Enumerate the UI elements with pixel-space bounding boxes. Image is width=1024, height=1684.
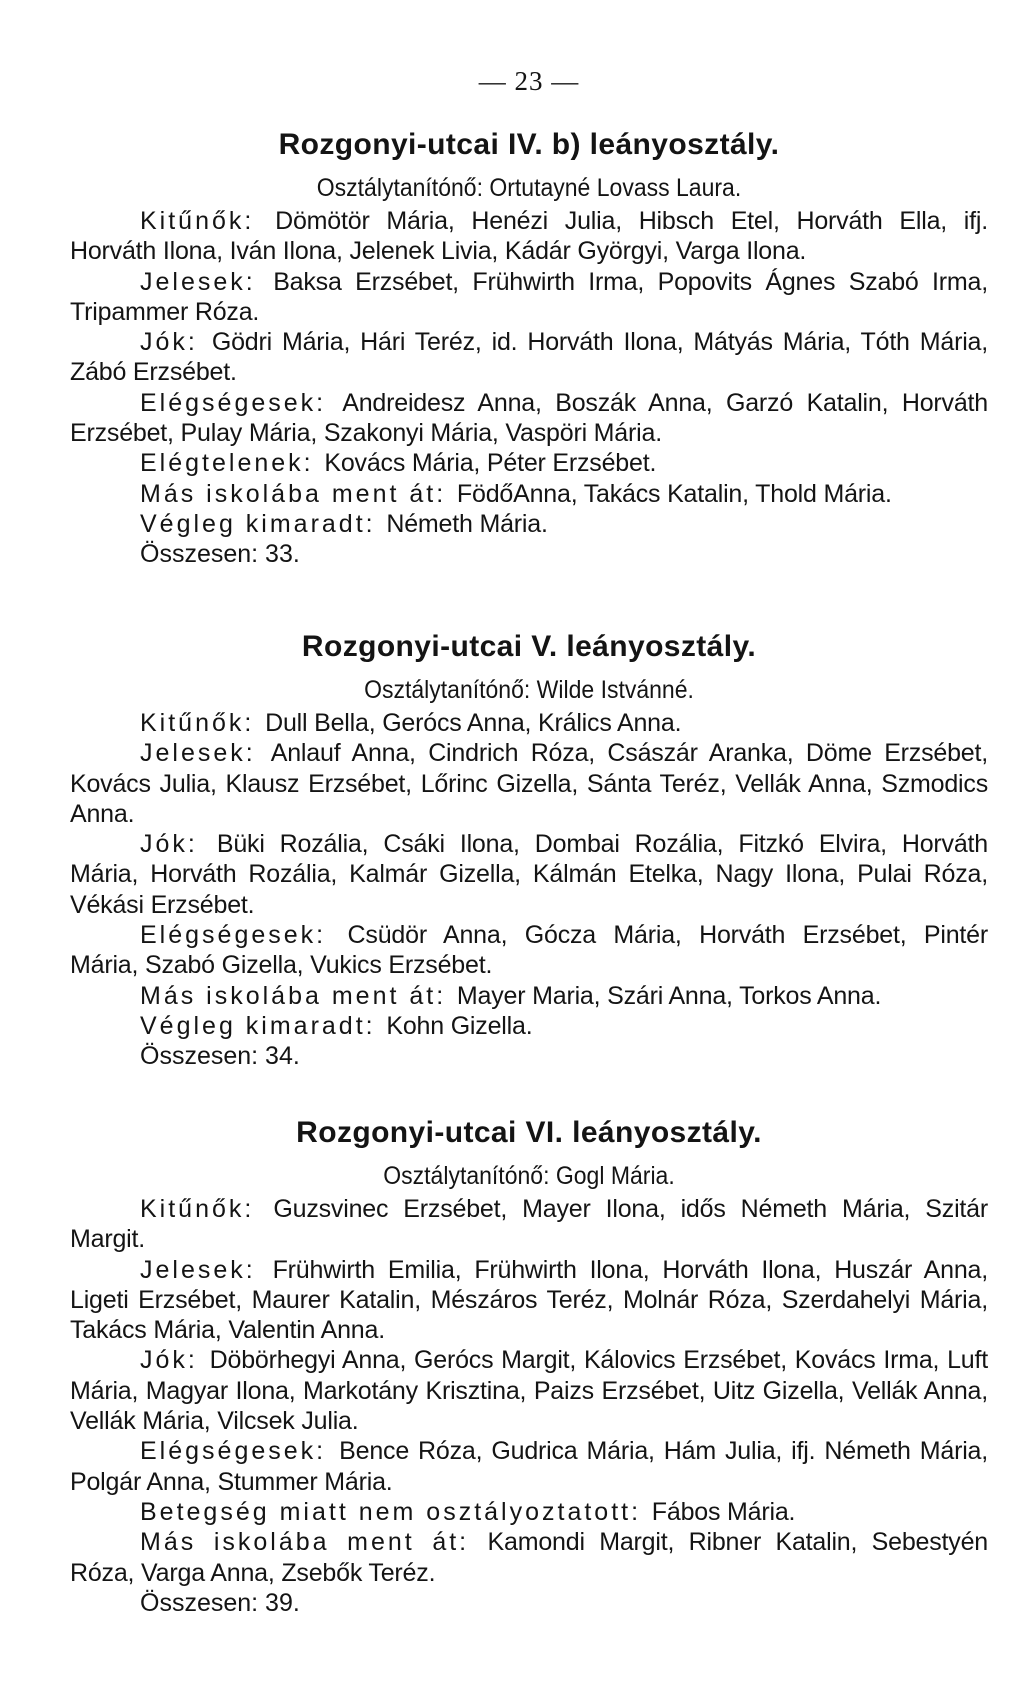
grade-paragraph-elegsegesek	[70, 1436, 988, 1497]
student-names: Kamondi Margit, Ribner Katalin, Sebestyén Róza, Varga Anna, Zsebők Teréz.	[70, 1528, 988, 1587]
grade-paragraph-elegsegesek	[70, 388, 988, 449]
student-names: Büki Rozália, Csáki Ilona, Dombai Rozália, Fitzkó Elvira, Horváth Mária, Horváth Rozália, Kalmár Gizella, Kálmán Etelka, Nagy Ilona, Pulai Róza, Vékási Erzsébet.	[70, 830, 989, 919]
grade-label: Betegség miatt nem osztályoztatott:	[140, 1497, 642, 1526]
grade-label: Elégségesek:	[140, 921, 327, 950]
grade-label: Elégségesek:	[140, 1437, 327, 1466]
grade-paragraph-transferred	[70, 1527, 988, 1588]
student-names: Bence Róza, Gudrica Mária, Hám Julia, ifj. Németh Mária, Polgár Anna, Stummer Mária.	[70, 1437, 989, 1496]
grade-label: Jók:	[140, 830, 198, 859]
section-title: Rozgonyi-utcai VI. leányosztály.	[296, 1116, 762, 1149]
class-section-vi	[70, 1114, 988, 1618]
grade-paragraph-kitunok	[70, 206, 988, 267]
student-names: Csüdör Anna, Gócza Mária, Horváth Erzsébet, Pintér Mária, Szabó Gizella, Vukics Erzsébet.	[70, 921, 988, 980]
section-total: Összesen: 34.	[140, 1042, 300, 1071]
grade-paragraph-jok	[70, 1345, 988, 1436]
grade-paragraph-dropped-out	[70, 1011, 988, 1041]
teacher-line: Osztálytanítónő: Wilde Istvánné.	[364, 676, 694, 704]
grade-label: Végleg kimaradt:	[140, 509, 376, 538]
grade-paragraph-elegtelenek	[70, 448, 988, 478]
grade-paragraph-jelesek	[70, 267, 988, 328]
student-names: Mayer Maria, Szári Anna, Torkos Anna.	[456, 981, 882, 1010]
grade-paragraph-jok	[70, 327, 988, 388]
student-names: Németh Mária.	[386, 509, 548, 538]
grade-paragraph-dropped-out	[70, 509, 988, 539]
section-title: Rozgonyi-utcai IV. b) leányosztály.	[278, 128, 780, 161]
grade-label: Jók:	[140, 328, 198, 357]
document-page	[70, 0, 988, 1684]
student-names: Gödri Mária, Hári Teréz, id. Horváth Ilona, Mátyás Mária, Tóth Mária, Zábó Erzsébet.	[70, 328, 988, 387]
student-names: Andreidesz Anna, Boszák Anna, Garzó Katalin, Horváth Erzsébet, Pulay Mária, Szakonyi Mária, Vaspöri Mária.	[70, 388, 988, 448]
grade-label: Más iskolába ment át:	[140, 479, 447, 508]
grade-paragraph-kitunok	[70, 708, 988, 738]
teacher-line: Osztálytanítónő: Gogl Mária.	[383, 1162, 675, 1190]
student-names: Dömötör Mária, Henézi Julia, Hibsch Etel, Horváth Ella, ifj. Horváth Ilona, Iván Ilona, Jelenek Livia, Kádár Györgyi, Varga Ilona.	[70, 207, 988, 266]
page-number: — 23 —	[478, 66, 580, 96]
grade-paragraph-elegsegesek	[70, 920, 988, 981]
grade-paragraph-transferred	[70, 479, 988, 509]
grade-paragraph-transferred	[70, 981, 988, 1011]
student-names: Kovács Mária, Péter Erzsébet.	[324, 449, 657, 478]
grade-label: Végleg kimaradt:	[140, 1011, 376, 1040]
class-section-iv-b	[70, 126, 988, 570]
student-names: Kohn Gizella.	[386, 1011, 533, 1040]
class-section-v	[70, 628, 988, 1072]
grade-paragraph-jok	[70, 829, 988, 920]
student-names: FödőAnna, Takács Katalin, Thold Mária.	[456, 479, 892, 508]
grade-label: Kitűnők:	[140, 709, 255, 737]
grade-label: Jelesek:	[140, 267, 256, 296]
grade-label: Más iskolába ment át:	[140, 1528, 470, 1557]
student-names: Anlauf Anna, Cindrich Róza, Császár Aranka, Döme Erzsébet, Kovács Julia, Klausz Erzsébet, Lőrinc Gizella, Sánta Teréz, Vellák Anna, Szmodics Anna.	[70, 739, 988, 828]
student-names: Guzsvinec Erzsébet, Mayer Ilona, idős Németh Mária, Szitár Margit.	[70, 1195, 988, 1254]
grade-label: Kitűnők:	[140, 1195, 255, 1223]
section-title: Rozgonyi-utcai V. leányosztály.	[301, 630, 757, 663]
grade-paragraph-kitunok	[70, 1194, 988, 1255]
student-names: Frühwirth Emilia, Frühwirth Ilona, Horváth Ilona, Huszár Anna, Ligeti Erzsébet, Maurer Katalin, Mészáros Teréz, Molnár Róza, Szerdahelyi Mária, Takács Mária, Valentin Anna.	[70, 1255, 988, 1345]
teacher-line: Osztálytanítónő: Ortutayné Lovass Laura.	[316, 174, 742, 202]
grade-label: Más iskolába ment át:	[140, 981, 447, 1010]
grade-label: Jók:	[140, 1346, 198, 1375]
section-total: Összesen: 33.	[140, 540, 300, 569]
grade-label: Jelesek:	[140, 739, 256, 768]
grade-label: Kitűnők:	[140, 207, 255, 235]
grade-label: Elégtelenek:	[140, 449, 314, 478]
grade-label: Jelesek:	[140, 1255, 256, 1284]
student-names: Baksa Erzsébet, Frühwirth Irma, Popovits Ágnes Szabó Irma, Tripammer Róza.	[70, 267, 989, 326]
grade-paragraph-not-graded-illness	[70, 1497, 988, 1527]
student-names: Dull Bella, Gerócs Anna, Králics Anna.	[265, 709, 682, 737]
student-names: Fábos Mária.	[651, 1497, 796, 1526]
grade-paragraph-jelesek	[70, 738, 988, 829]
student-names: Döbörhegyi Anna, Gerócs Margit, Kálovics Erzsébet, Kovács Irma, Luft Mária, Magyar Ilona, Markotány Krisztina, Paizs Erzsébet, Uitz Gizella, Vellák Anna, Vellák Mária, Vilcsek Julia.	[70, 1346, 988, 1436]
section-total: Összesen: 39.	[140, 1588, 300, 1617]
grade-label: Elégségesek:	[140, 388, 327, 417]
grade-paragraph-jelesek	[70, 1255, 988, 1346]
